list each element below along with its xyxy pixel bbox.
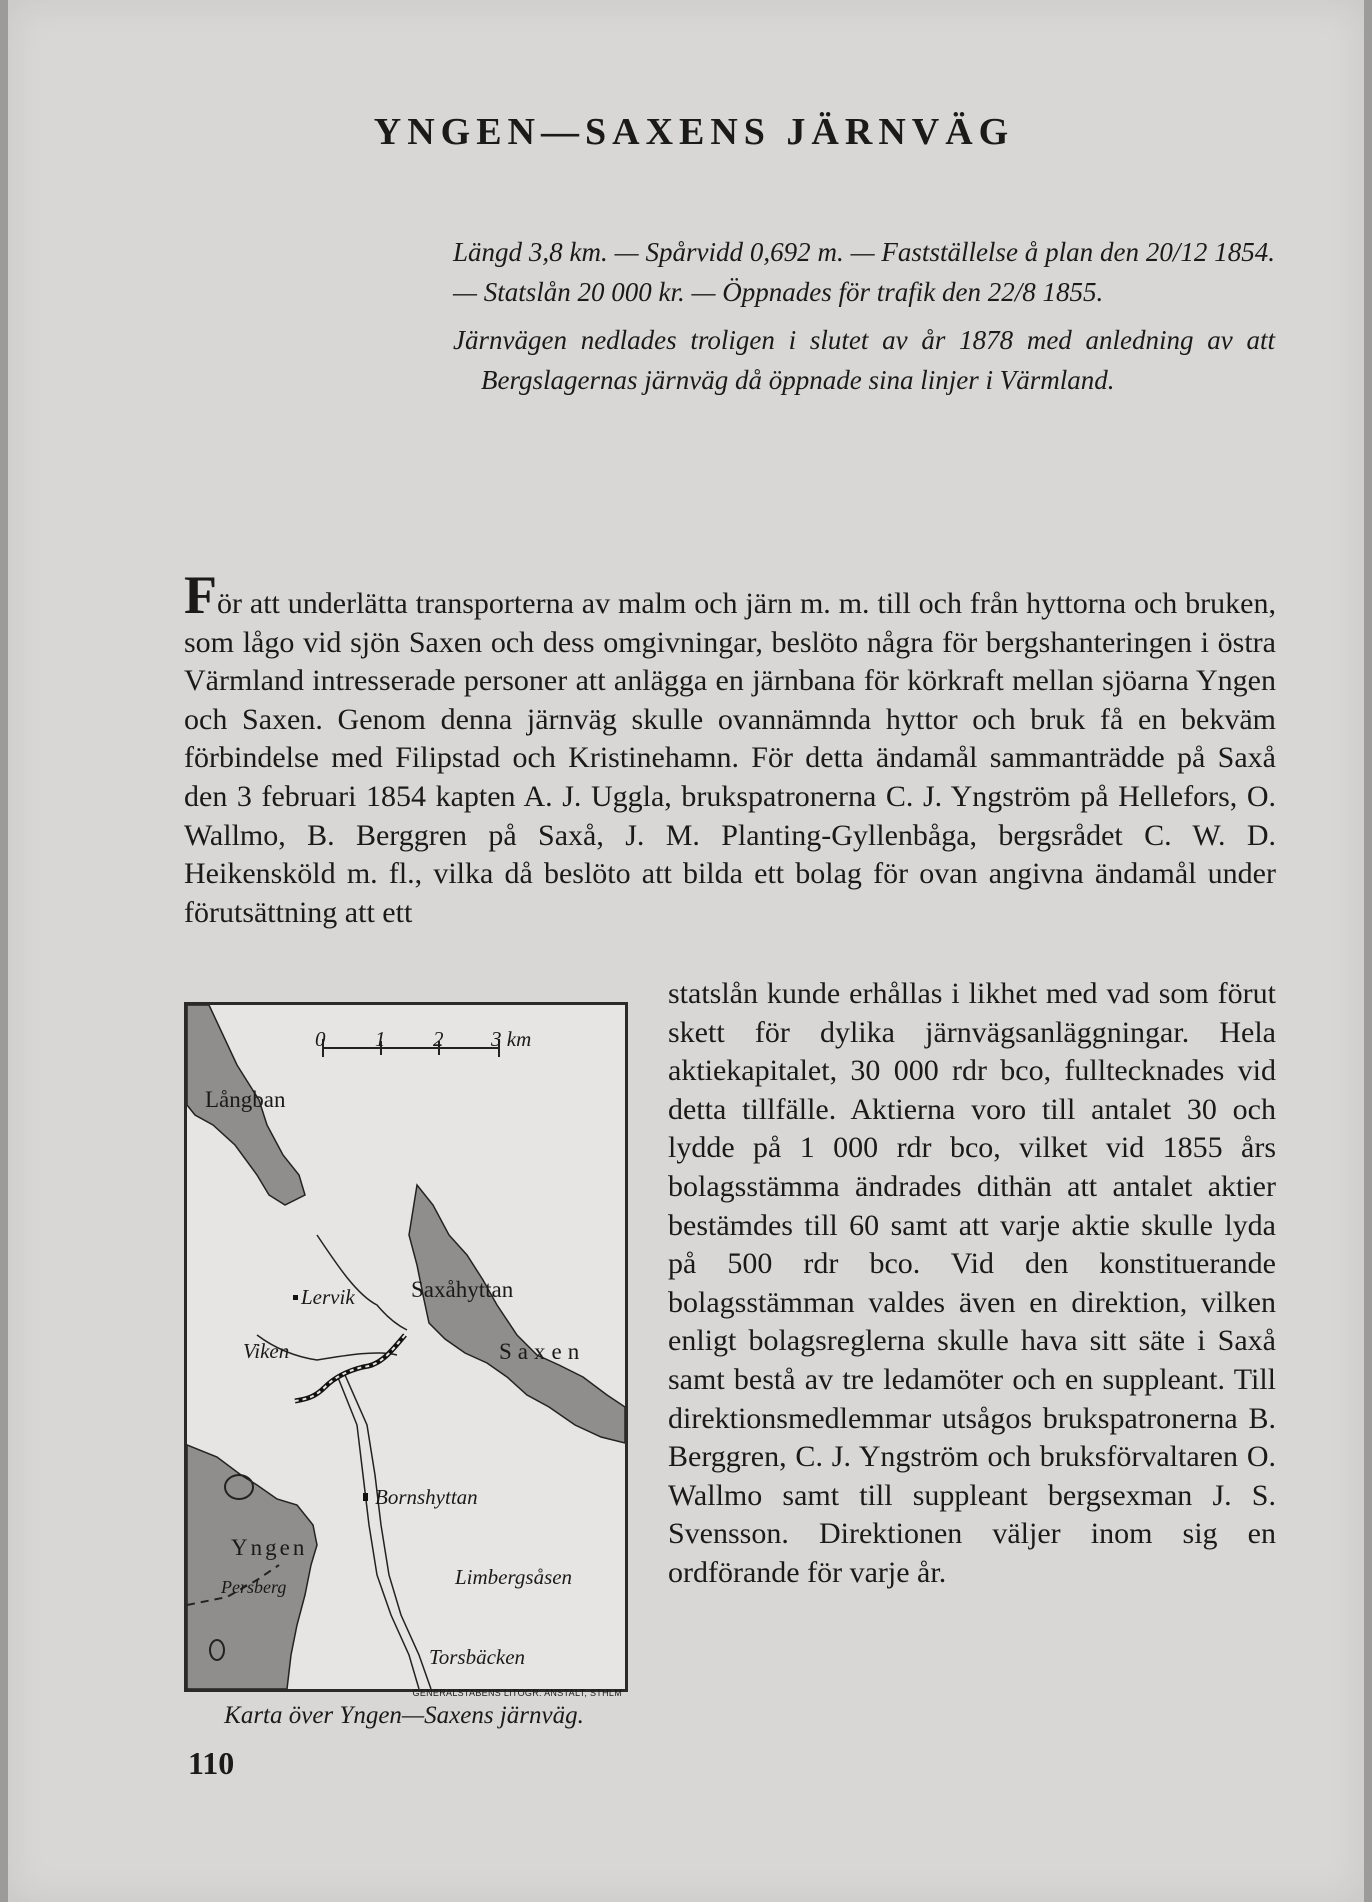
place-saxahyttan: Saxåhyttan: [411, 1277, 514, 1302]
scale-label-3: 3 km: [491, 1027, 532, 1051]
railway-line-ties: [295, 1335, 405, 1401]
place-yngen: Yngen: [231, 1535, 308, 1560]
map-caption: Karta över Yngen—Saxens järnväg.: [224, 1702, 584, 1729]
valley-line-1: [317, 1235, 407, 1330]
place-lervik: Lervik: [301, 1285, 355, 1309]
body-paragraph-continued: statslån kunde erhållas i likhet med vad som förut skett för dylika järnvägsanläggningar. Hela aktiekapitalet, 30 000 rdr bco, fulltecknades vid detta tillfälle. Aktierna voro till antalet 30 och lydde på 1 000 rdr bco, vilket vid 1855 års bolagsstämma ändrades dithän att antalet aktier bestämdes till 60 samt att varje aktie skulle lyda på 500 rdr bco. Vid den konstituerande bolagsstämman valdes även en direktion, vilken enligt bolagsreglerna skulle hava sitt säte i Saxå samt bestå av tre ledamöter och en suppleant. Till direktionsmedlemmar utsågos brukspatronerna B. Berggren, C. J. Yngström och bruksförvaltaren O. Wallmo samt till suppleant bergsexman J. S. Svensson. Direktionen väljer inom sig en ordförande för varje år.: [668, 977, 1276, 1589]
place-bornshyttan: Bornshyttan: [375, 1485, 478, 1509]
place-limbergsasen: Limbergsåsen: [455, 1565, 573, 1589]
closure-note: Järnvägen nedlades troligen i slutet av år 1878 med anledning av att Bergslagernas järnväg då öppnade sina linjer i Värmland.: [453, 325, 1275, 395]
bornshyttan-marker: [363, 1493, 368, 1501]
body-paragraph: [184, 565, 1276, 932]
page-number: 110: [188, 1745, 235, 1781]
railway-line: [295, 1335, 405, 1401]
railway-map: [184, 1002, 628, 1692]
chapter-title: YNGEN—SAXENS JÄRNVÄG: [373, 111, 1015, 153]
railway-facts: [453, 232, 1275, 400]
place-torsbacken: Torsbäcken: [429, 1645, 526, 1669]
place-saxen: Saxen: [499, 1339, 586, 1364]
place-persberg: Persberg: [221, 1577, 287, 1597]
place-langban: Långban: [205, 1087, 286, 1112]
saxen-lake: [409, 1185, 625, 1443]
river-east-bank: [345, 1375, 431, 1689]
river-west-bank: [337, 1375, 419, 1689]
drop-cap: F: [184, 565, 217, 625]
scale-label-2: 2: [433, 1027, 444, 1051]
book-page: [8, 0, 1364, 1902]
body-text-1: ör att underlätta transporterna av malm och järn m. m. till och från hyttorna och bruken, som lågo vid sjön Saxen och dess omgivningar, beslöto några för bergshanteringen i östra Värmland intresserade personer att anlägga en järnbana för körkraft mellan sjöarna Yngen och Saxen. Genom denna järnväg skulle ovannämnda hyttor och bruk få en bekväm förbindelse med Filipstad och Kristinehamn. För detta ändamål sammanträdde på Saxå den 3 februari 1854 kapten A. J. Uggla, brukspatronerna C. J. Yngström på Hellefors, O. Wallmo, B. Berggren på Saxå, J. M. Planting-Gyllenbåga, bergsrådet C. W. D. Heikensköld m. fl., vilka då beslöto att bilda ett bolag för ovan angivna ändamål under förutsättning att ett: [184, 587, 1276, 929]
place-viken: Viken: [243, 1339, 290, 1363]
map-imprint: GENERALSTABENS LITOGR. ANSTALT, STHLM: [412, 1688, 622, 1698]
scale-label-1: 1: [375, 1027, 386, 1051]
facts-line: Längd 3,8 km. — Spårvidd 0,692 m. — Fastställelse å plan den 20/12 1854. — Statslån 20 000 kr. — Öppnades för trafik den 22/8 1855.: [453, 237, 1275, 307]
lervik-marker: [293, 1295, 298, 1300]
scale-label-0: 0: [315, 1027, 326, 1051]
